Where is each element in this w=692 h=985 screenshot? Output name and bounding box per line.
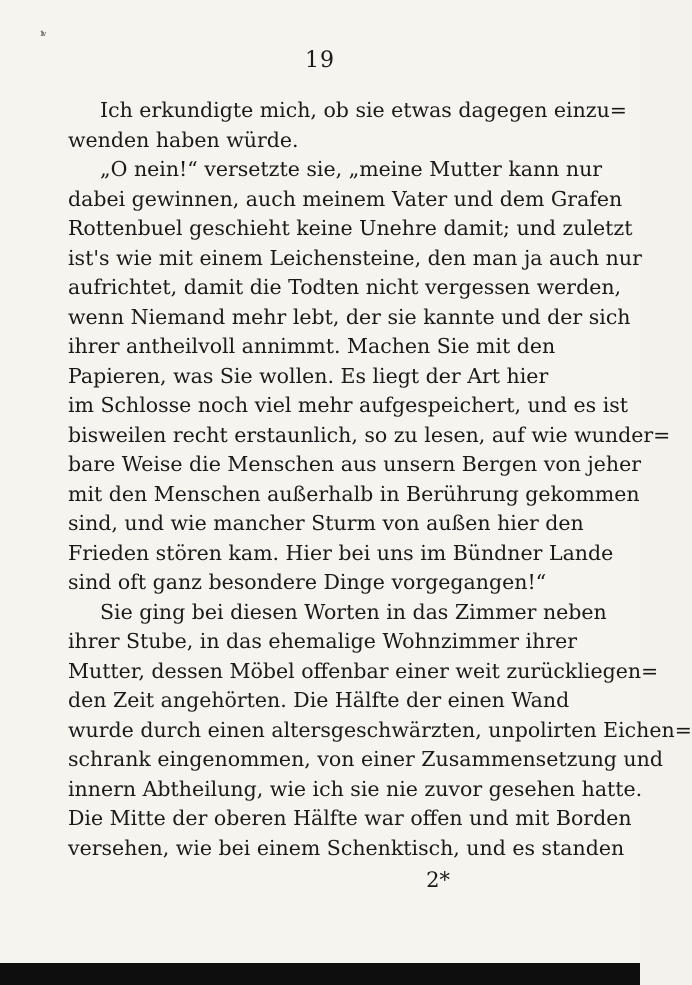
text-line: ihrer Stube, in das ehemalige Wohnzimmer ihrer	[68, 629, 578, 653]
text-line: dabei gewinnen, auch meinem Vater und dem Grafen	[68, 186, 623, 211]
text-line: aufrichtet, damit die Todten nicht vergessen werden,	[68, 275, 622, 299]
signature-mark: 2*	[426, 868, 450, 892]
text-line: mit den Menschen außerhalb in Berührung gekommen	[68, 481, 640, 506]
text-line: wurde durch einen altersgeschwärzten, unpolirten Eichen=	[68, 717, 692, 742]
text-line: Sie ging bei diesen Worten in das Zimmer neben	[100, 599, 607, 624]
text-line: innern Abtheilung, wie ich sie nie zuvor gesehen hatte.	[68, 776, 643, 801]
text-line: wenn Niemand mehr lebt, der sie kannte und der sich	[68, 304, 631, 329]
text-line: Die Mitte der oberen Hälfte war offen und mit Borden	[68, 806, 632, 830]
text-line: wenden haben würde.	[68, 127, 299, 152]
page-number: 19	[305, 48, 335, 73]
text-line: Mutter, dessen Möbel offenbar einer weit zurückliegen=	[68, 658, 659, 683]
text-line: Rottenbuel geschieht keine Unehre damit; und zuletzt	[68, 216, 633, 240]
text-line: versehen, wie bei einem Schenktisch, und es standen	[68, 835, 625, 860]
text-line: „O nein!“ versetzte sie, „meine Mutter kann nur	[100, 157, 603, 181]
scan-edge	[0, 963, 640, 985]
text-line: schrank eingenommen, von einer Zusammensetzung und	[68, 747, 663, 771]
text-line: bisweilen recht erstaunlich, so zu lesen, auf wie wunder=	[68, 422, 671, 447]
text-line: ihrer antheilvoll annimmt. Machen Sie mit den	[68, 334, 556, 358]
text-line: Frieden stören kam. Hier bei uns im Bündner Lande	[68, 540, 614, 565]
text-line: Ich erkundigte mich, ob sie etwas dagegen einzu=	[100, 98, 627, 122]
text-line: sind, und wie mancher Sturm von außen hier den	[68, 511, 584, 535]
text-line: ist's wie mit einem Leichensteine, den man ja auch nur	[68, 245, 642, 270]
text-line: im Schlosse noch viel mehr aufgespeichert, und es ist	[68, 393, 629, 417]
body-text	[68, 96, 692, 863]
text-line: den Zeit angehörten. Die Hälfte der einen Wand	[68, 688, 570, 712]
text-line: sind oft ganz besondere Dinge vorgegangen!“	[68, 570, 547, 594]
text-line: Papieren, was Sie wollen. Es liegt der Art hier	[68, 363, 549, 388]
margin-mark: ¹ͮ	[40, 28, 45, 44]
text-line: bare Weise die Menschen aus unsern Bergen von jeher	[68, 452, 642, 476]
